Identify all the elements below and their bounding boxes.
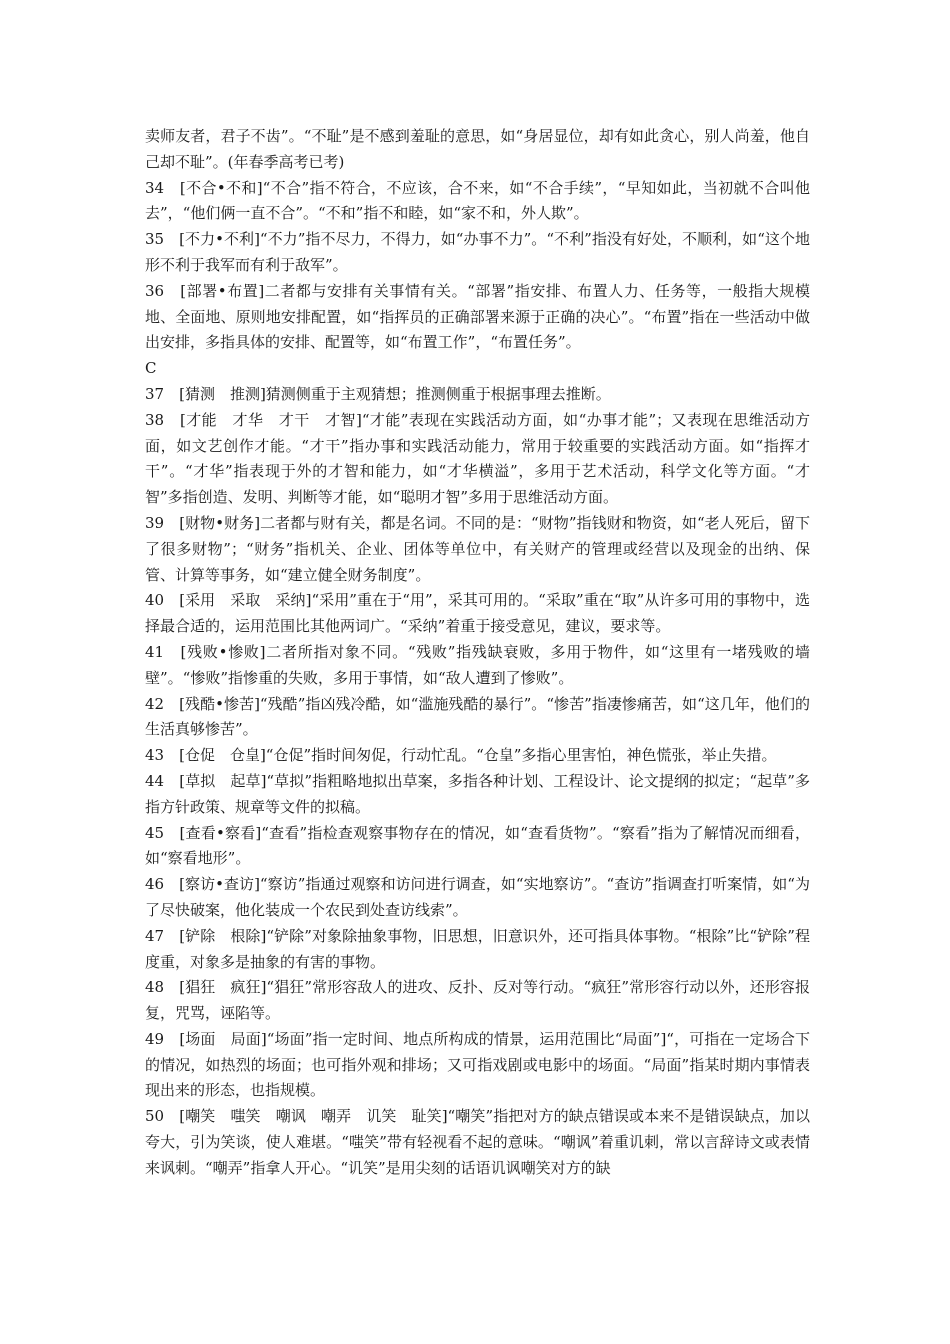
entry-46: 46 [察访•查访]“察访”指通过观察和访问进行调查，如“实地察访”。“查访”指调查打听案情，如“为了尽快破案，他化装成一个农民到处查访线索”。 <box>145 875 810 919</box>
entry-45: 45 [查看•察看]“查看”指检查观察事物存在的情况，如“查看货物”。“察看”指为了解情况而细看，如“察看地形”。 <box>145 823 810 868</box>
paragraph-continuation: 卖师友者，君子不齿”。“不耻”是不感到羞耻的意思，如“身居显位，却有如此贪心，别人尚羞，他自己却不耻”。(年春季高考已考) <box>145 127 810 171</box>
entry-39: 39 [财物•财务]二者都与财有关，都是名词。不同的是：“财物”指钱财和物资，如“老人死后，留下了很多财物”；“财务”指机关、企业、团体等单位中，有关财产的管理或经营以及现金的出纳、保管、计算等事务，如“建立健全财务制度”。 <box>145 513 810 584</box>
entry-49: 49 [场面 局面]“场面”指一定时间、地点所构成的情景，运用范围比“局面”]“，可指在一定场合下的情况，如热烈的场面；也可指外观和排场；又可指戏剧或电影中的场面。“局面”指某时期内事情表现出来的形态，也指规模。 <box>145 1029 810 1100</box>
entry-44: 44 [草拟 起草]“草拟”指粗略地拟出草案，多指各种计划、工程设计、论文提纲的拟定；“起草”多指方针政策、规章等文件的拟稿。 <box>145 771 810 816</box>
entry-36: 36 [部署•布置]二者都与安排有关事情有关。“部署”指安排、布置人力、任务等，一般指大规模地、全面地、原则地安排配置，如“指挥员的正确部署来源于正确的决心”。“布置”指在一些活动中做出安排，多指具体的安排、配置等，如“布置工作”，“布置任务”。 <box>145 281 810 352</box>
entry-43: 43 [仓促 仓皇]“仓促”指时间匆促，行动忙乱。“仓皇”多指心里害怕，神色慌张，举止失措。 <box>145 746 777 765</box>
section-letter-c: C <box>145 359 157 378</box>
entry-41: 41 [残败•惨败]二者所指对象不同。“残败”指残缺衰败，多用于物件，如“这里有一堵残败的墙壁”。“惨败”指惨重的失败，多用于事情，如“敌人遭到了惨败”。 <box>145 642 810 687</box>
entry-38: 38 [才能 才华 才干 才智]“才能”表现在实践活动方面，如“办事才能”；又表现在思维活动方面，如文艺创作才能。“才干”指办事和实践活动能力，常用于较重要的实践活动方面。如“指挥才干”。“才华”指表现于外的才智和能力，如“才华横溢”，多用于艺术活动，科学文化等方面。“才智”多指创造、发明、判断等才能，如“聪明才智”多用于思维活动方面。 <box>145 410 810 507</box>
entry-40: 40 [采用 采取 采纳]“采用”重在于“用”，采其可用的。“采取”重在“取”从许多可用的事物中，选择最合适的，运用范围比其他两词广。“采纳”着重于接受意见，建议，要求等。 <box>145 591 810 636</box>
entry-42: 42 [残酷•惨苦]“残酷”指凶残冷酷，如“滥施残酷的暴行”。“惨苦”指凄惨痛苦，如“这几年，他们的生活真够惨苦”。 <box>145 694 810 739</box>
entry-35: 35 [不力•不利]“不力”指不尽力，不得力，如“办事不力”。“不利”指没有好处，不顺利，如“这个地形不利于我军而有利于敌军”。 <box>145 230 810 274</box>
entry-37: 37 [猜测 推测]猜测侧重于主观猜想；推测侧重于根据事理去推断。 <box>145 384 611 403</box>
entry-48: 48 [猖狂 疯狂]“猖狂”常形容敌人的进攻、反扑、反对等行动。“疯狂”常形容行动以外，还形容报复，咒骂，诬陷等。 <box>145 978 810 1023</box>
entry-47: 47 [铲除 根除]“铲除”对象除抽象事物，旧思想，旧意识外，还可指具体事物。“根除”比“铲除”程度重，对象多是抽象的有害的事物。 <box>145 926 810 971</box>
entry-50: 50 [嘲笑 嗤笑 嘲讽 嘲弄 讥笑 耻笑]“嘲笑”指把对方的缺点错误或本来不是错误缺点，加以夸大，引为笑谈，使人难堪。“嗤笑”带有轻视看不起的意味。“嘲讽”着重讥刺，常以言辞诗文或表情来讽刺。“嘲弄”指拿人开心。“讥笑”是用尖刻的话语讥讽嘲笑对方的缺 <box>145 1107 810 1177</box>
entry-34: 34 [不合•不和]“不合”指不符合，不应该，合不来，如“不合手续”，“早知如此，当初就不合叫他去”，“他们俩一直不合”。“不和”指不和睦，如“家不和，外人欺”。 <box>145 178 810 223</box>
document-body <box>145 124 810 1182</box>
